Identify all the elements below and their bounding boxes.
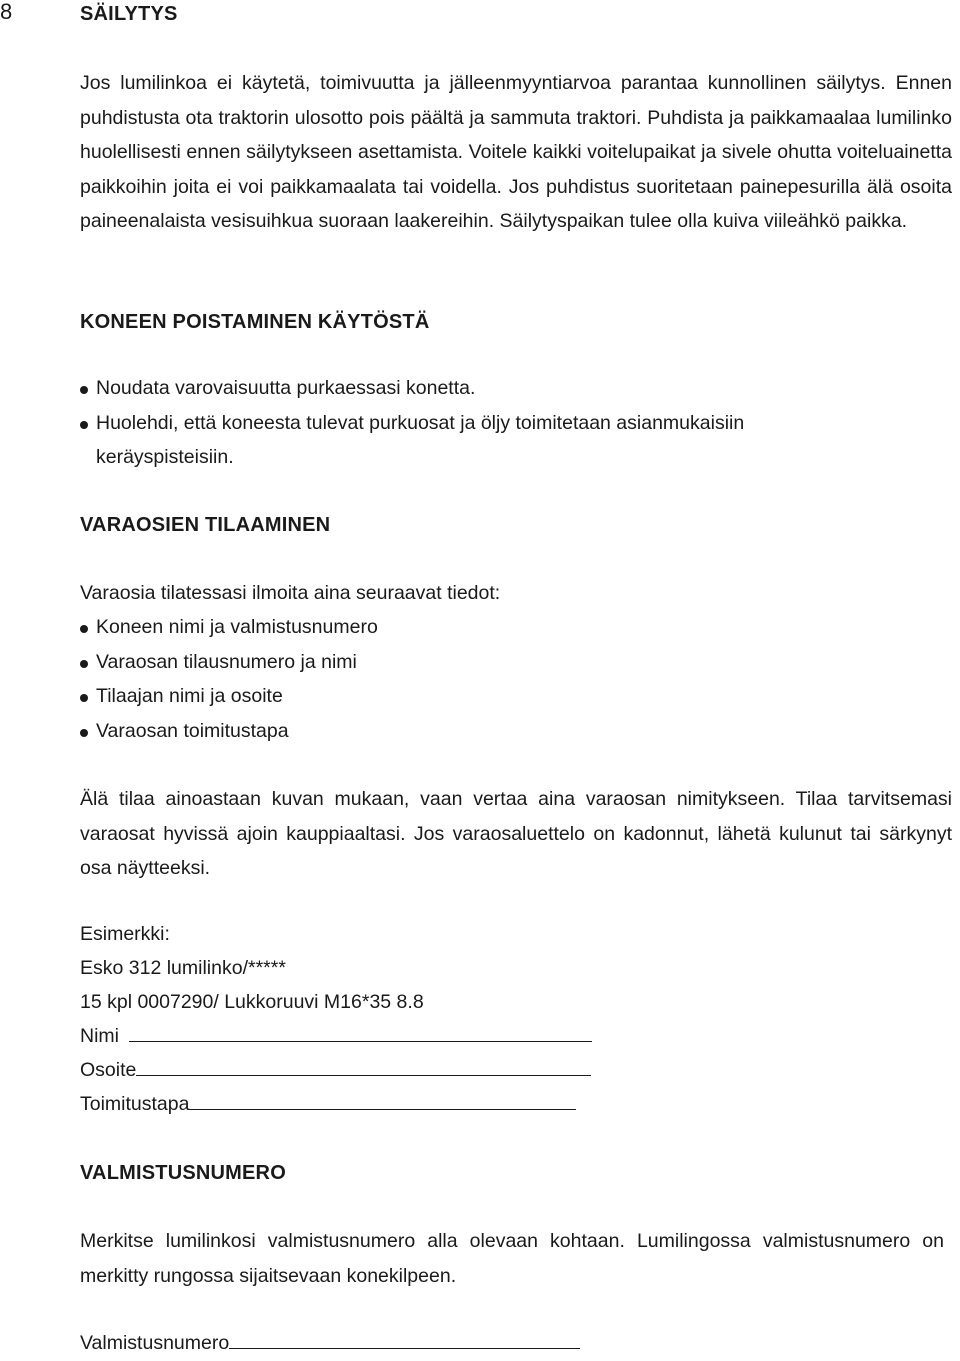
serial-number-field-label: Valmistusnumero <box>80 1332 230 1354</box>
list-item: Koneen nimi ja valmistusnumero <box>80 610 780 645</box>
delivery-field[interactable] <box>80 1087 576 1122</box>
spare-parts-note: Älä tilaa ainoastaan kuvan mukaan, vaan vertaa aina varaosan nimitykseen. Tilaa tarvitsemasi varaosat hyvissä ajoin kauppiaaltasi. Jos varaosaluettelo on kadonnut, lähetä kulunut tai särkynyt osa näytteeksi. <box>80 788 952 879</box>
page-number: 8 <box>0 0 13 24</box>
delivery-blank-line[interactable] <box>189 1108 576 1110</box>
storage-paragraph: Jos lumilinkoa ei käytetä, toimivuutta ja jälleenmyyntiarvoa parantaa kunnollinen säilytys. Ennen puhdistusta ota traktorin ulosotto pois päältä ja sammuta traktori. Puhdista ja paikkamaalaa lumilinko huolellisesti ennen säilytykseen asettamista. Voitele kaikki voitelupaikat ja sivele ohutta voiteluainetta paikkoihin joita ei voi paikkamaalata tai voidella. Jos puhdistus suoritetaan painepesurilla älä osoita paineenalaista vesisuihkua suoraan laakereihin. Säilytyspaikan tulee olla kuiva viileähkö paikka. <box>80 72 952 232</box>
spare-parts-heading: VARAOSIEN TILAAMINEN <box>80 514 331 536</box>
list-item: Varaosan toimitustapa <box>80 714 780 749</box>
list-item: Tilaajan nimi ja osoite <box>80 679 780 714</box>
decommissioning-heading: KONEEN POISTAMINEN KÄYTÖSTÄ <box>80 311 430 333</box>
serial-number-blank-line[interactable] <box>229 1347 580 1349</box>
decommissioning-list <box>80 371 870 475</box>
serial-number-field[interactable] <box>80 1326 580 1361</box>
address-blank-line[interactable] <box>136 1074 591 1076</box>
list-item: Varaosan tilausnumero ja nimi <box>80 645 780 680</box>
example-line: 15 kpl 0007290/ Lukkoruuvi M16*35 8.8 <box>80 991 424 1013</box>
example-label: Esimerkki: <box>80 923 170 945</box>
spare-parts-intro: Varaosia tilatessasi ilmoita aina seuraavat tiedot: <box>80 582 501 604</box>
delivery-field-label: Toimitustapa <box>80 1093 190 1115</box>
example-line: Esko 312 lumilinko/***** <box>80 957 286 979</box>
serial-paragraph: Merkitse lumilinkosi valmistusnumero alla olevaan kohtaan. Lumilingossa valmistusnumero on merkitty rungossa sijaitsevaan konekilpeen. <box>80 1230 944 1287</box>
serial-heading: VALMISTUSNUMERO <box>80 1162 286 1184</box>
list-item: Noudata varovaisuutta purkaessasi konetta. <box>80 371 870 406</box>
address-field-label: Osoite <box>80 1059 137 1081</box>
storage-heading: SÄILYTYS <box>80 3 178 25</box>
name-blank-line[interactable] <box>129 1040 592 1042</box>
name-field-label: Nimi <box>80 1025 119 1047</box>
list-item: Huolehdi, että koneesta tulevat purkuosat ja öljy toimitetaan asianmukaisiin keräyspisteisiin. <box>80 406 870 475</box>
address-field[interactable] <box>80 1053 591 1088</box>
spare-parts-list <box>80 610 780 748</box>
name-field[interactable] <box>80 1019 592 1054</box>
